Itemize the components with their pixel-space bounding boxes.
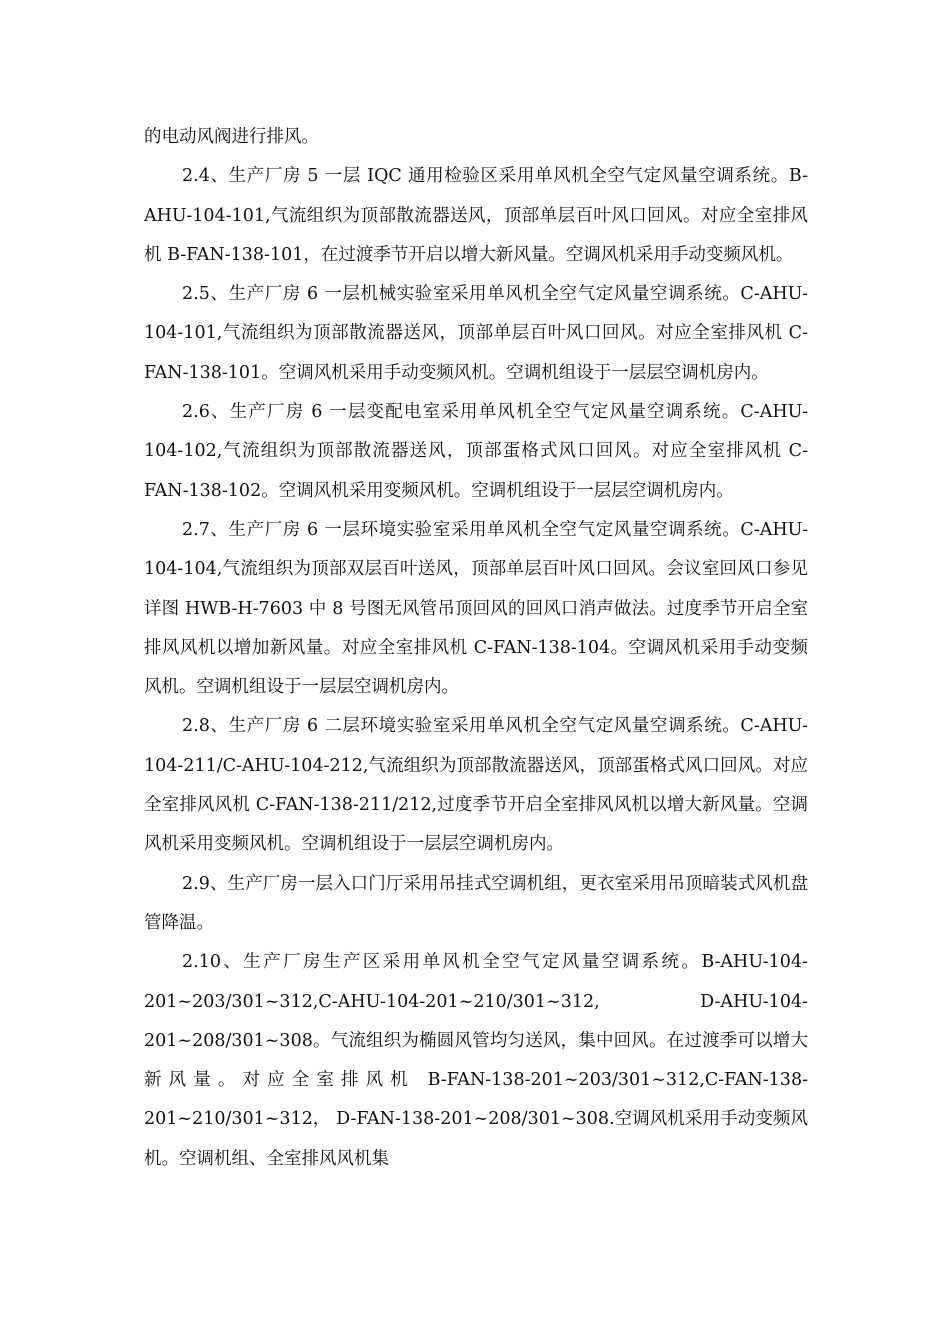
- paragraph-2-7: 2.7、生产厂房 6 一层环境实验室采用单风机全空气定风量空调系统。C-AHU-104-104,气流组织为顶部双层百叶送风，顶部单层百叶风口回风。会议室回风口参见详图 HWB-H-7603 中 8 号图无风管吊顶回风的回风口消声做法。过度季节开启全室排风风机以增加新风量。对应全室排风机 C-FAN-138-104。空调风机采用手动变频风机。空调机组设于一层层空调机房内。: [144, 519, 808, 698]
- paragraph-2-6: 2.6、生产厂房 6 一层变配电室采用单风机全空气定风量空调系统。C-AHU-104-102,气流组织为顶部散流器送风，顶部蛋格式风口回风。对应全室排风机 C-FAN-138-102。空调风机采用变频风机。空调机组设于一层层空调机房内。: [144, 402, 808, 501]
- paragraph-2-4: 2.4、生产厂房 5 一层 IQC 通用检验区采用单风机全空气定风量空调系统。B-AHU-104-101,气流组织为顶部散流器送风，顶部单层百叶风口回风。对应全室排风机 B-FAN-138-101，在过渡季节开启以增大新风量。空调风机采用手动变频风机。: [144, 166, 808, 265]
- paragraph-2-10: 2.10、生产厂房生产区采用单风机全空气定风量空调系统。B-AHU-104-201~203/301~312,C-AHU-104-201~210/301~312, D-AHU-104-201~208/301~308。气流组织为椭圆风管均匀送风，集中回风。在过渡季可以增大新风量。对应全室排风机 B-FAN-138-201~203/301~312,C-FAN-138-201~210/301~312， D-FAN-138-201~208/301~308.空调风机采用手动变频风机。空调机组、全室排风风机集: [144, 952, 808, 1169]
- paragraph-2-8: 2.8、生产厂房 6 二层环境实验室采用单风机全空气定风量空调系统。C-AHU-104-211/C-AHU-104-212,气流组织为顶部散流器送风，顶部蛋格式风口回风。对应全室排风风机 C-FAN-138-211/212,过度季节开启全室排风风机以增大新风量。空调风机采用变频风机。空调机组设于一层层空调机房内。: [144, 716, 808, 855]
- document-body: [144, 118, 808, 1179]
- paragraph-2-9: 2.9、生产厂房一层入口门厅采用吊挂式空调机组，更衣室采用吊顶暗装式风机盘管降温。: [144, 873, 808, 933]
- paragraph-continuation: 的电动风阀进行排风。: [144, 127, 319, 147]
- paragraph-2-5: 2.5、生产厂房 6 一层机械实验室采用单风机全空气定风量空调系统。C-AHU-104-101,气流组织为顶部散流器送风，顶部单层百叶风口回风。对应全室排风机 C-FAN-138-101。空调风机采用手动变频风机。空调机组设于一层层空调机房内。: [144, 284, 808, 383]
